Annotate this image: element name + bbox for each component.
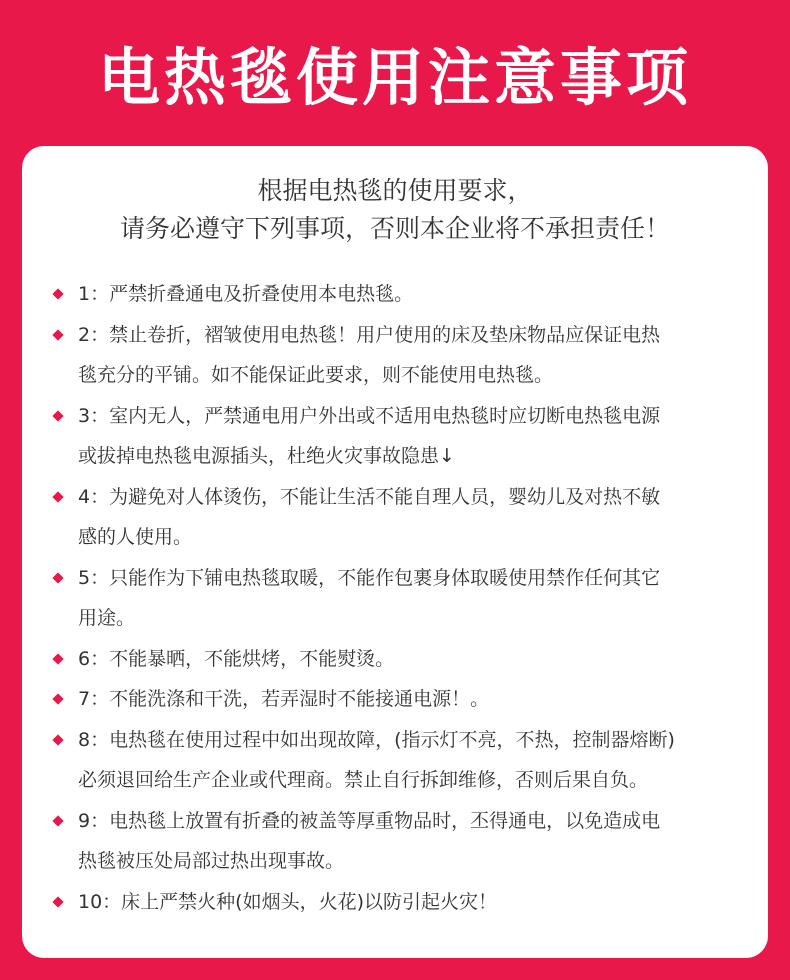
diamond-bullet-icon xyxy=(52,734,63,745)
diamond-bullet-icon xyxy=(52,693,63,704)
diamond-bullet-icon xyxy=(52,815,63,826)
list-item xyxy=(52,274,752,315)
list-item xyxy=(52,639,752,680)
diamond-bullet-icon xyxy=(52,653,63,664)
page-title: 电热毯使用注意事项 xyxy=(97,41,692,114)
intro-text xyxy=(22,172,768,248)
diamond-bullet-icon xyxy=(52,572,63,583)
diamond-bullet-icon xyxy=(52,896,63,907)
diamond-bullet-icon xyxy=(52,491,63,502)
list-item xyxy=(52,558,752,639)
rule-text: 9：电热毯上放置有折叠的被盖等厚重物品时，丕得通电，以免造成电 热毯被压处局部过热出现事故。 xyxy=(78,809,661,872)
list-item xyxy=(52,315,752,396)
rules-list xyxy=(52,274,752,922)
rule-text: 3：室内无人，严禁通电用户外出或不适用电热毯时应切断电热毯电源 或拔掉电热毯电源插头，杜绝火灾事故隐患↓ xyxy=(78,404,661,467)
notice-card xyxy=(22,146,768,958)
diamond-bullet-icon xyxy=(52,288,63,299)
rule-text: 10：床上严禁火种(如烟头，火花)以防引起火灾！ xyxy=(78,890,498,913)
list-item xyxy=(52,396,752,477)
rule-text: 1：严禁折叠通电及折叠使用本电热毯。 xyxy=(78,283,414,305)
list-item xyxy=(52,679,752,720)
rule-text: 7：不能洗涤和干洗，若弄湿时不能接通电源！。 xyxy=(78,688,490,710)
rule-text: 8：电热毯在使用过程中如出现故障，(指示灯不亮，不热，控制器熔断) 必须退回给生产企业或代理商。禁止自行拆卸维修，否则后果自负。 xyxy=(78,728,675,791)
diamond-bullet-icon xyxy=(52,410,63,421)
rule-text: 4：为避免对人体烫伤，不能让生活不能自理人员，婴幼儿及对热不敏 感的人使用。 xyxy=(78,485,661,548)
intro-line-2: 请务必遵守下列事项，否则本企业将不承担责任！ xyxy=(119,214,670,243)
list-item xyxy=(52,882,752,923)
diamond-bullet-icon xyxy=(52,329,63,340)
rule-text: 2：禁止卷折，褶皱使用电热毯！用户使用的床及垫床物品应保证电热 毯充分的平铺。如不能保证此要求，则不能使用电热毯。 xyxy=(78,323,661,386)
rule-text: 5：只能作为下铺电热毯取暖，不能作包裹身体取暖使用禁作任何其它 用途。 xyxy=(78,566,661,629)
rule-text: 6：不能暴晒，不能烘烤，不能熨烫。 xyxy=(78,647,395,670)
list-item xyxy=(52,720,752,801)
intro-line-1: 根据电热毯的使用要求， xyxy=(257,176,533,205)
list-item xyxy=(52,477,752,558)
list-item xyxy=(52,801,752,882)
